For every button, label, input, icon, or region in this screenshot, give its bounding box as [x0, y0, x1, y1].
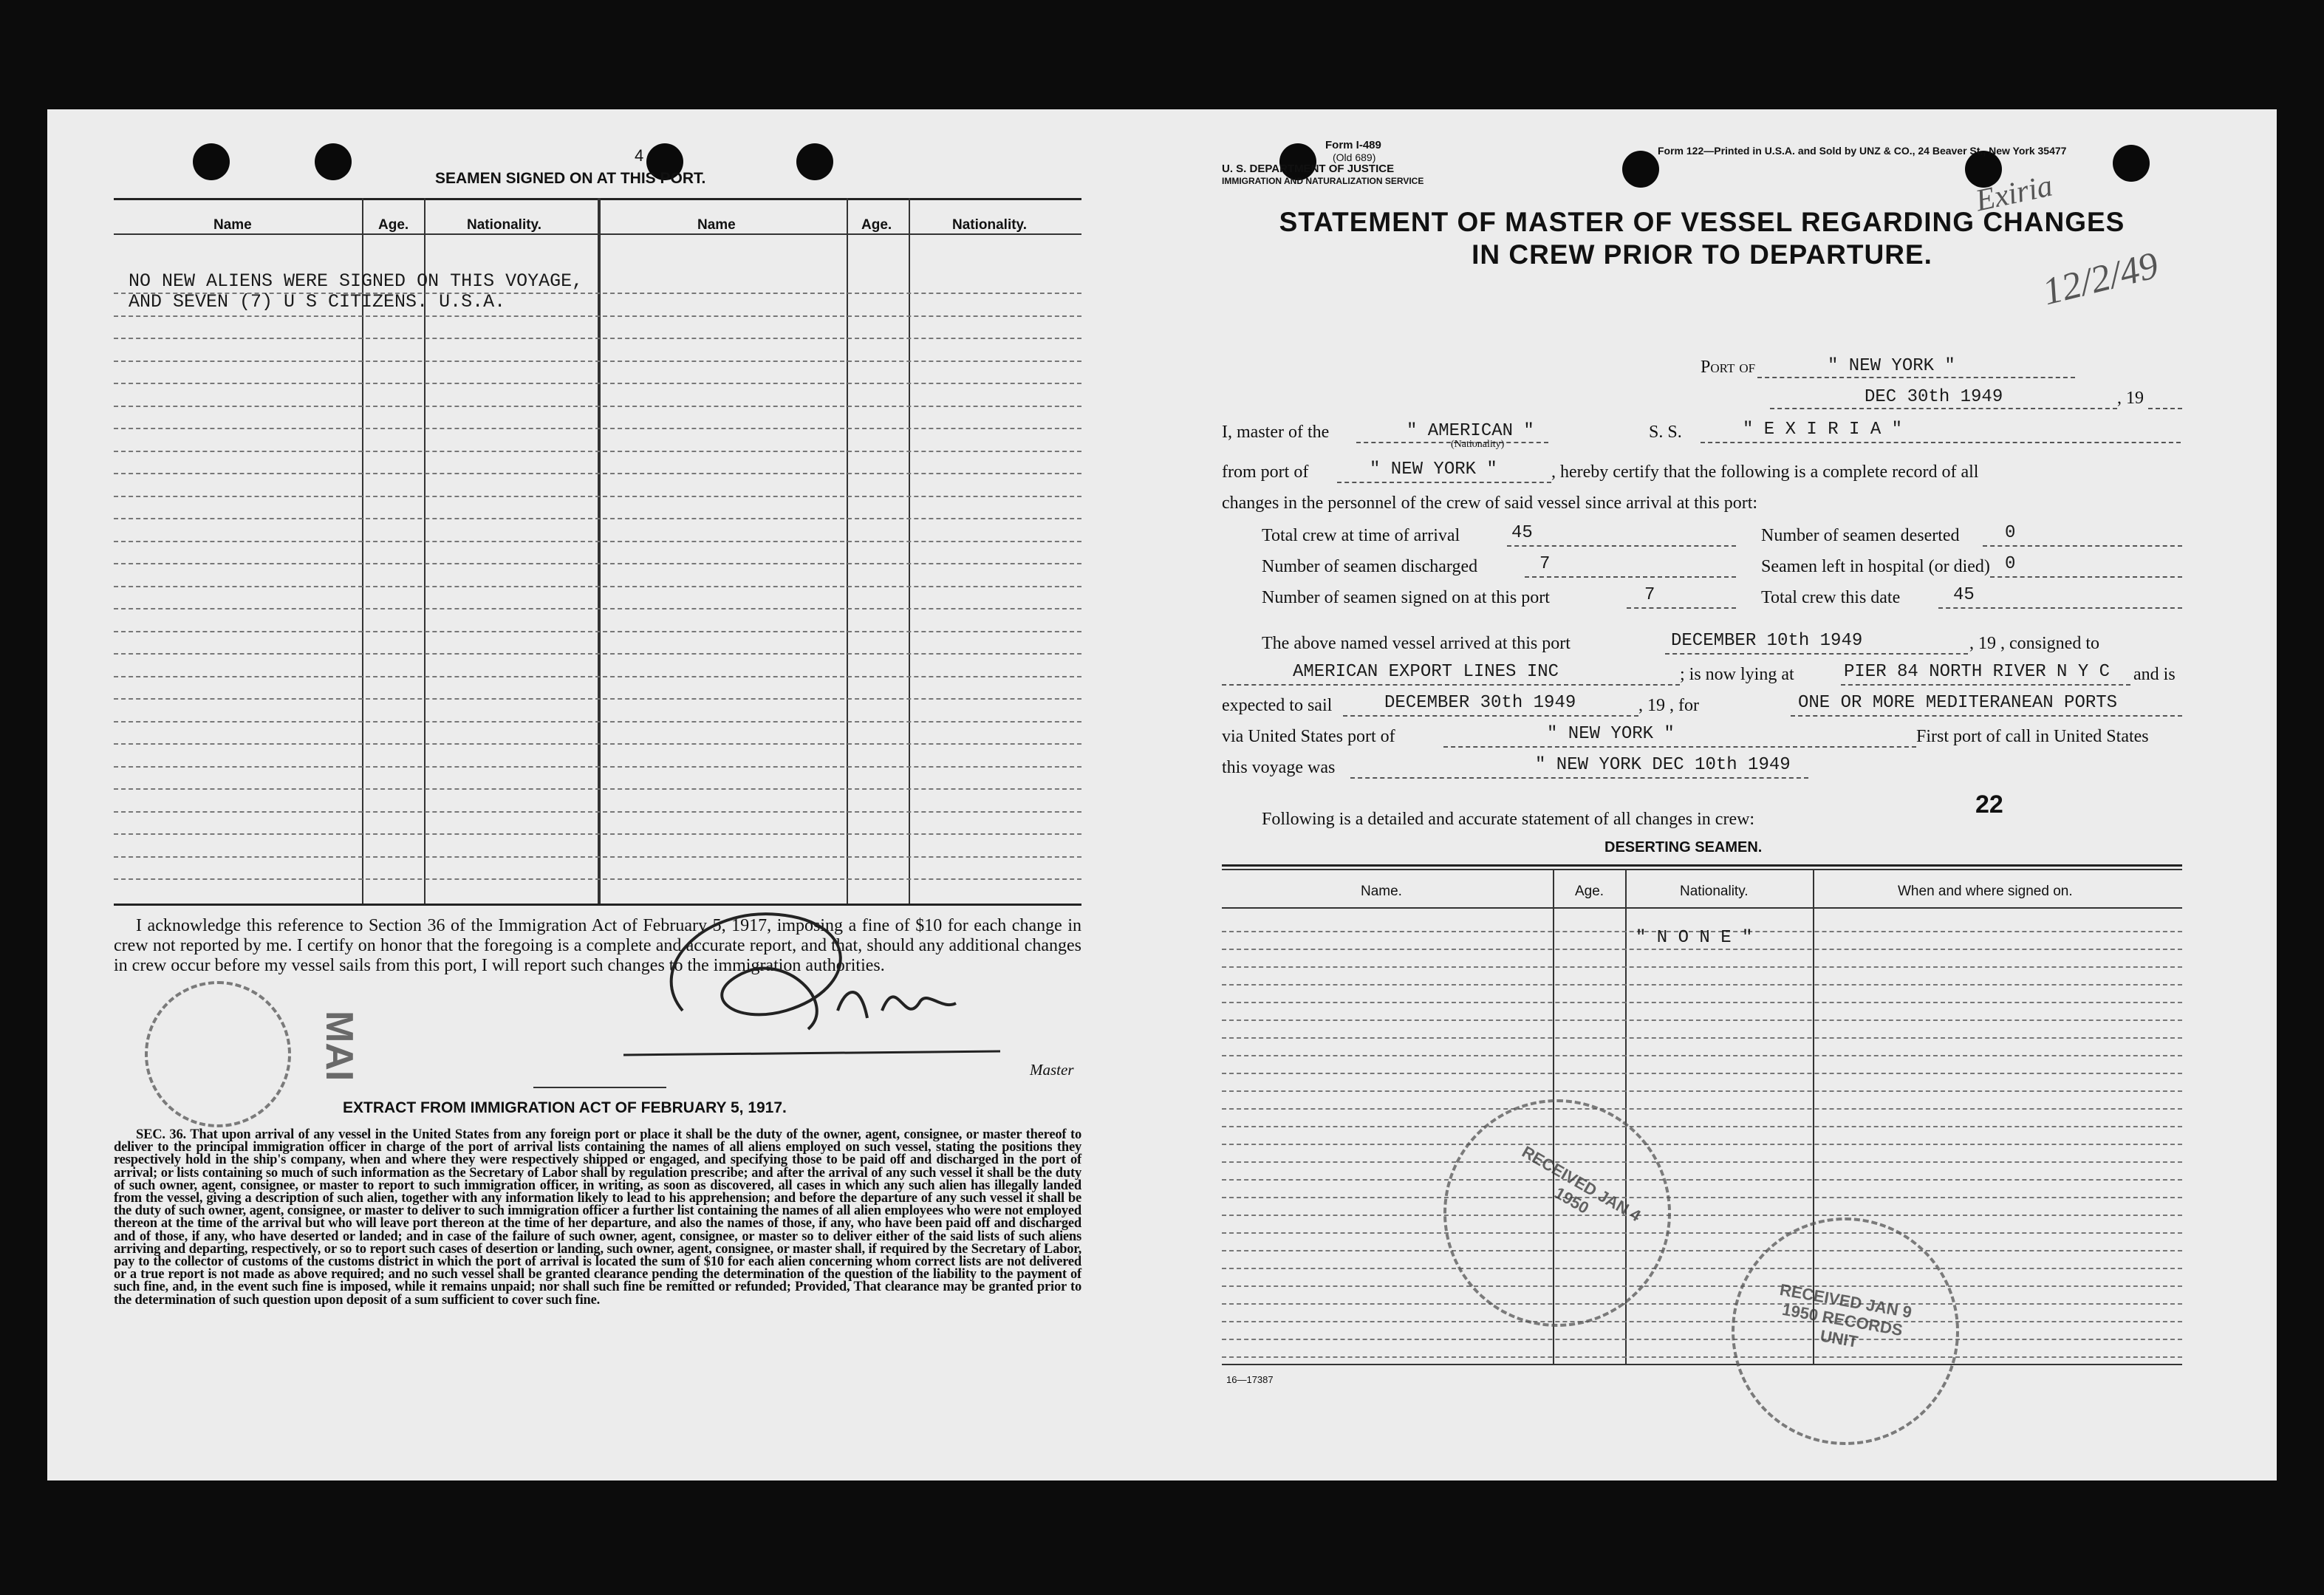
fill-line: [1938, 607, 2182, 609]
table-row: [114, 676, 1081, 677]
deserting-title: DESERTING SEAMEN.: [1604, 839, 1763, 855]
col-divider: [847, 198, 848, 904]
table-row: [1222, 1144, 2182, 1145]
table-row: [1222, 984, 2182, 986]
fill-line: [1791, 715, 2182, 717]
table-row: [1222, 1179, 2182, 1181]
footer-code: 16—17387: [1226, 1374, 1274, 1385]
table-row: [1222, 1321, 2182, 1322]
form-old-number: (Old 689): [1333, 151, 1376, 163]
table-row: [114, 496, 1081, 497]
nationality-caption: (Nationality): [1451, 439, 1505, 450]
table-row: [114, 811, 1081, 813]
table-row: [1222, 1356, 2182, 1358]
form-title-line2: IN CREW PRIOR TO DEPARTURE.: [1472, 239, 1932, 270]
nationality-value: " AMERICAN ": [1407, 421, 1534, 441]
table-top-rule: [1222, 869, 2182, 870]
fill-line: [1507, 545, 1736, 547]
first-call-label: First port of call in United States: [1916, 727, 2149, 746]
table-row: [1222, 1019, 2182, 1021]
page-stamp-number: 22: [1975, 790, 2003, 819]
page-number: 4: [635, 146, 644, 165]
table-row: [1222, 1090, 2182, 1092]
left-page: [114, 139, 1133, 1454]
fill-line: [2148, 408, 2182, 409]
fill-line: [1841, 684, 2130, 686]
lying-at-value: PIER 84 NORTH RIVER N Y C: [1844, 662, 2111, 682]
master-of-label: I, master of the: [1222, 423, 1330, 442]
handwritten-vessel-name: Exiria: [1972, 168, 2056, 219]
total-crew-arrival-label: Total crew at time of arrival: [1262, 526, 1460, 545]
table-row: [114, 653, 1081, 655]
col-divider: [909, 198, 910, 904]
received-stamp: [145, 981, 291, 1127]
total-today-label: Total crew this date: [1761, 588, 1901, 607]
column-header-age: Age.: [861, 217, 892, 233]
table-entry: NO NEW ALIENS WERE SIGNED ON THIS VOYAGE,: [129, 270, 584, 292]
table-row: [114, 406, 1081, 407]
table-row: [114, 361, 1081, 362]
table-row: [114, 563, 1081, 564]
fill-line: [1983, 545, 2182, 547]
document-sheet: [47, 109, 2277, 1480]
column-header-nationality: Nationality.: [467, 217, 541, 233]
fill-line: [1350, 777, 1808, 779]
deserted-label: Number of seamen deserted: [1761, 526, 1960, 545]
from-port-label: from port of: [1222, 462, 1309, 482]
left-page-title: SEAMEN SIGNED ON AT THIS PORT.: [435, 170, 706, 187]
destination-value: ONE OR MORE MEDITERANEAN PORTS: [1798, 693, 2118, 713]
consigned-label: , 19 , consigned to: [1969, 634, 2099, 653]
table-row: [1222, 1303, 2182, 1305]
from-port-value: " NEW YORK ": [1370, 460, 1497, 479]
service-name: IMMIGRATION AND NATURALIZATION SERVICE: [1222, 176, 1424, 186]
table-row: [1222, 1250, 2182, 1251]
column-header-nationality: Nationality.: [1680, 884, 1749, 899]
table-row: [114, 608, 1081, 609]
fill-line: [1990, 576, 2182, 578]
right-page: [1222, 139, 2256, 1454]
table-row: [114, 856, 1081, 858]
fill-line: [1222, 684, 1680, 686]
table-row: [1222, 1339, 2182, 1340]
table-row: [114, 338, 1081, 339]
printer-note: Form 122—Printed in U.S.A. and Sold by UNZ & CO., 24 Beaver St., New York 35477: [1658, 145, 2067, 157]
table-row: [1222, 1215, 2182, 1216]
certify-text: , hereby certify that the following is a complete record of all: [1551, 462, 1979, 482]
deserted-value: 0: [2005, 523, 2016, 543]
statement-date: DEC 30th 1949: [1865, 387, 2003, 407]
table-row: [114, 541, 1081, 542]
via-port-value: " NEW YORK ": [1547, 724, 1675, 744]
table-row: [1222, 1055, 2182, 1056]
fill-line: [1757, 377, 2075, 378]
extract-title: EXTRACT FROM IMMIGRATION ACT OF FEBRUARY 5, 1917.: [343, 1099, 787, 1116]
table-bottom-rule: [1222, 1364, 2182, 1365]
fill-line: [1770, 408, 2117, 409]
department-name: U. S. DEPARTMENT OF JUSTICE: [1222, 163, 1395, 175]
table-row: [114, 315, 1081, 317]
table-row: [1222, 1073, 2182, 1074]
discharged-value: 7: [1539, 554, 1551, 574]
port-of-value: " NEW YORK ": [1828, 356, 1955, 376]
acknowledgment-text: I acknowledge this reference to Section 36 of the Immigration Act of February 5, 1917, imposing a fine of $10 for each change in crew not reported by me. I certify on honor that the foregoing is a complete and accurate report, and that, should any additional changes in crew occur before my vessel sails from this port, I will report such changes to the immigration authorities.: [114, 916, 1081, 975]
sail-date: DECEMBER 30th 1949: [1384, 693, 1576, 713]
form-number: Form I-489: [1325, 139, 1381, 151]
stamp-text: MAI: [318, 1011, 360, 1082]
form-title-line1: STATEMENT OF MASTER OF VESSEL REGARDING CHANGES: [1279, 207, 2125, 237]
stamp-text: RECEIVED JAN 4 1950: [1519, 1142, 1644, 1226]
table-row: [1222, 1108, 2182, 1110]
table-row: [114, 766, 1081, 768]
lying-label: ; is now lying at: [1680, 665, 1794, 684]
table-row: [1222, 1126, 2182, 1127]
first-call-value: " NEW YORK DEC 10th 1949: [1535, 755, 1791, 775]
sail-label: expected to sail: [1222, 696, 1333, 715]
fill-line: [1343, 715, 1638, 717]
table-top-rule: [1222, 864, 2182, 867]
table-row: [114, 586, 1081, 587]
vessel-name: " E X I R I A ": [1743, 420, 1903, 440]
column-header-when-where: When and where signed on.: [1898, 884, 2073, 899]
table-row: [114, 698, 1081, 700]
table-row: [114, 833, 1081, 835]
arrived-date: DECEMBER 10th 1949: [1671, 631, 1863, 651]
via-label: via United States port of: [1222, 727, 1395, 746]
fill-line: [1337, 482, 1551, 483]
table-row: [114, 451, 1081, 452]
table-row: [1222, 1268, 2182, 1269]
table-row: [114, 788, 1081, 790]
consignee-value: AMERICAN EXPORT LINES INC: [1293, 662, 1559, 682]
column-header-nationality: Nationality.: [952, 217, 1027, 233]
table-row: [1222, 966, 2182, 968]
column-header-name: Name: [213, 217, 252, 233]
table-row: [1222, 1037, 2182, 1039]
table-row: [114, 721, 1081, 723]
table-row: [1222, 949, 2182, 950]
table-row: [1222, 1197, 2182, 1198]
table-row: [1222, 1161, 2182, 1163]
total-crew-arrival-value: 45: [1511, 523, 1533, 543]
table-row: [114, 473, 1081, 474]
table-row: [114, 383, 1081, 384]
table-row: [114, 428, 1081, 429]
table-row: [1222, 1232, 2182, 1234]
divider: [533, 1087, 666, 1088]
table-row: [1222, 1285, 2182, 1287]
column-header-age: Age.: [1575, 884, 1604, 899]
certify-text-continued: changes in the personnel of the crew of said vessel since arrival at this port:: [1222, 493, 1758, 513]
col-divider: [598, 198, 601, 904]
deserting-entry: " N O N E ": [1636, 928, 1753, 948]
port-of-label: Port of: [1701, 358, 1756, 377]
column-header-name: Name.: [1361, 884, 1402, 899]
for-label: , 19 , for: [1638, 696, 1699, 715]
section-36-text: SEC. 36. That upon arrival of any vessel in the United States from any foreign port or place it shall be the duty of the owner, agent, consignee, or master thereof to deliver to the principal immigration officer in charge of the port of arrival lists containing the names of all aliens employed on such vessel, stating the positions they respectively hold in the ship's company, when and where they were respectively shipped or engaged, and specifying those to be paid off and discharged in the port of arrival; or lists containing so much of such information as the Secretary of Labor shall by regulation prescribe; and after the arrival of any such vessel it shall be the duty of such owner, agent, consignee, or master to report to such immigration officer, in writing, as soon as discovered, all cases in which any such alien has illegally landed from the vessel, giving a description of such alien, together with any information likely to lead to his apprehension; and before the departure of any such vessel it shall be the duty of such owner, agent, consignee, or master to deliver to such immigration officer a further list containing the names of all alien employees who were not employed thereon at the time of the arrival but who will leave port thereon at the time of her departure, and also the names of those, if any, who have been paid off and discharged and of those, if any, who have deserted or landed; and in case of the failure of such owner, agent, consignee, or master so to deliver either of the said lists of such aliens arriving and departing, respectively, or so to report such cases of desertion or landing, such owner, agent, consignee, or master shall, if required by the Secretary of Labor, pay to the collector of customs of the customs district in which the port of arrival is located the sum of $10 for each alien concerning whom correct lists are not delivered or a true report is not made as above required; and no such vessel shall be granted clearance pending the determination of the question of the liability to the payment of such fine, and, in the event such fine is imposed, while it remains unpaid; nor shall such fine be remitted or refunded; Provided, That clearance may be granted prior to the determination of such question upon deposit of a sum sufficient to cover such fine.: [114, 1127, 1081, 1308]
table-header-rule: [1222, 907, 2182, 909]
table-row: [114, 518, 1081, 519]
master-signature: [616, 900, 1030, 1062]
handwritten-date: 12/2/49: [2038, 244, 2163, 314]
column-header-name: Name: [697, 217, 736, 233]
signed-on-value: 7: [1644, 585, 1655, 605]
fill-line: [1443, 746, 1916, 748]
year-suffix: , 19: [2117, 389, 2144, 408]
arrived-label: The above named vessel arrived at this port: [1262, 634, 1571, 653]
table-row: [114, 631, 1081, 632]
master-label: Master: [1030, 1061, 1074, 1079]
following-label: Following is a detailed and accurate statement of all changes in crew:: [1262, 810, 1755, 829]
hospital-label: Seamen left in hospital (or died): [1761, 557, 1990, 576]
table-row: [1222, 1002, 2182, 1003]
table-row: [114, 878, 1081, 880]
column-header-age: Age.: [378, 217, 409, 233]
total-today-value: 45: [1953, 585, 1975, 605]
hospital-value: 0: [2005, 554, 2016, 574]
fill-line: [1627, 607, 1736, 609]
fill-line: [1665, 653, 1968, 655]
discharged-label: Number of seamen discharged: [1262, 557, 1478, 576]
fill-line: [1525, 576, 1736, 578]
signed-on-label: Number of seamen signed on at this port: [1262, 588, 1550, 607]
fill-line: [1701, 442, 2181, 443]
ss-label: S. S.: [1649, 423, 1682, 442]
this-voyage-label: this voyage was: [1222, 758, 1336, 777]
and-is-label: and is: [2133, 665, 2176, 684]
stamp-text: RECEIVED JAN 9 1950 RECORDS UNIT: [1778, 1280, 1913, 1351]
table-row: [114, 743, 1081, 745]
table-entry: AND SEVEN (7) U S CITIZENS. U.S.A.: [129, 291, 506, 312]
